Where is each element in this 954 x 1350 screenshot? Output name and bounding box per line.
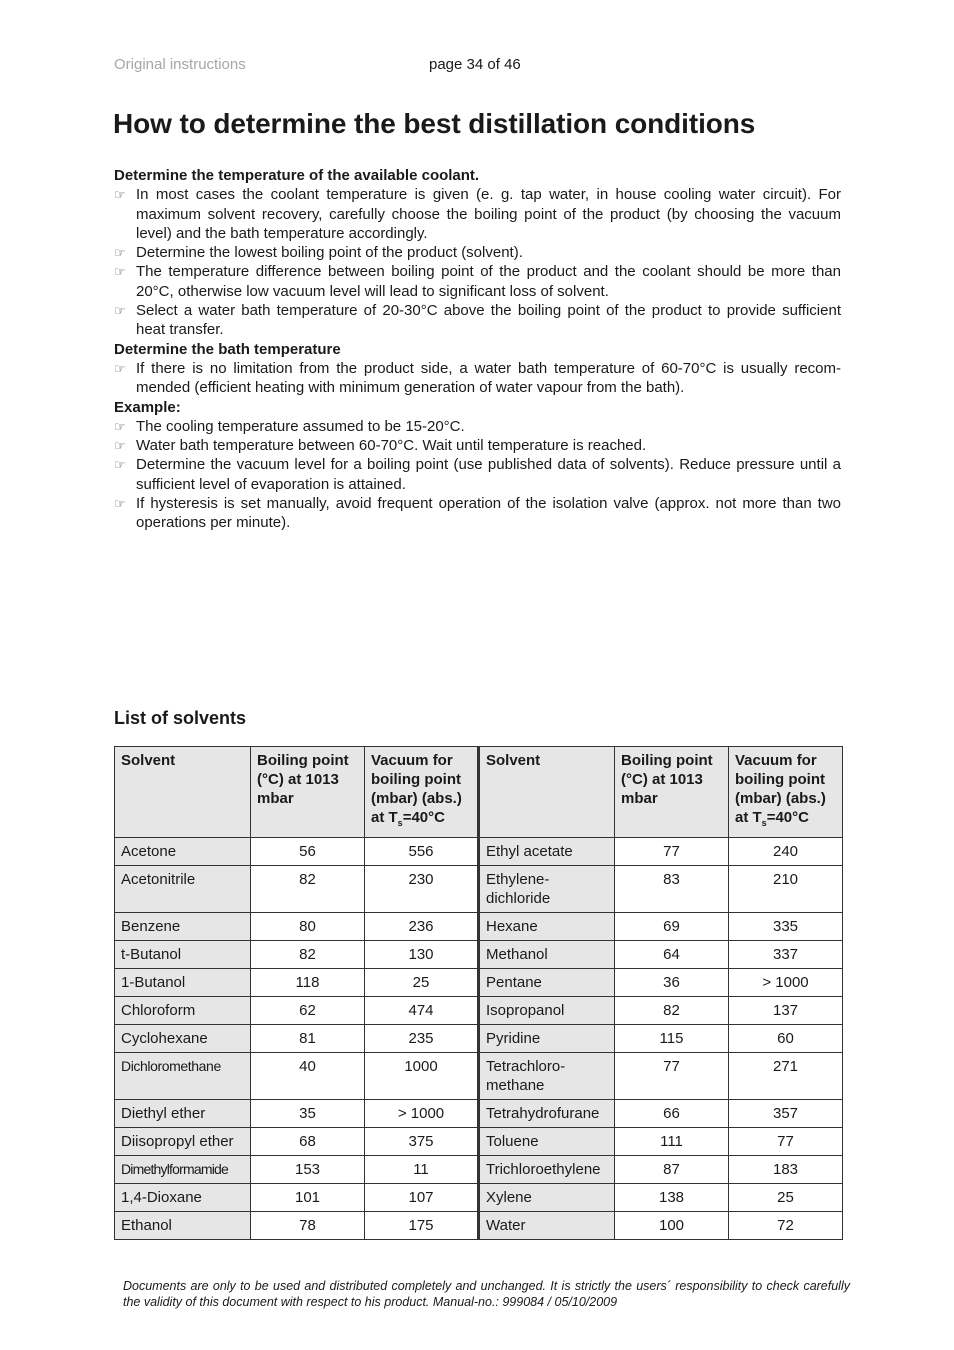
boiling-point-cell: 77: [615, 838, 729, 866]
table-header-row: [115, 747, 843, 838]
vacuum-cell: > 1000: [729, 969, 843, 997]
solvent-name-cell: Diisopropyl ether: [115, 1128, 251, 1156]
list-item: ☞ If hysteresis is set manually, avoid frequent operation of the isolation valve (approx. not more than two operations per minute).: [114, 495, 841, 532]
solvent-name-cell: Ethyl acetate: [479, 838, 615, 866]
pointing-hand-icon: ☞: [114, 496, 126, 512]
boiling-point-cell: 82: [615, 997, 729, 1025]
pointing-hand-icon: ☞: [114, 187, 126, 203]
list-item: ☞ In most cases the coolant temperature is given (e. g. tap water, in house cooling water circuit). For maximum solvent recovery, carefully choose the boiling point of the product (by choosing the vacuum level) and the bath temperature accordingly.: [114, 186, 841, 242]
solvent-name-cell: Acetonitrile: [115, 866, 251, 913]
column-header-solvent: Solvent: [115, 747, 251, 838]
vacuum-cell: 137: [729, 997, 843, 1025]
page-number: page 34 of 46: [429, 56, 521, 73]
solvent-name-cell: Toluene: [479, 1128, 615, 1156]
boiling-point-cell: 78: [251, 1212, 365, 1240]
column-header-boiling-point: Boiling point (°C) at 1013 mbar: [615, 747, 729, 838]
header-document-type: Original instructions: [114, 56, 246, 73]
table-row: [115, 1100, 843, 1128]
solvent-list-title: List of solvents: [114, 708, 247, 728]
list-item: ☞ The cooling temperature assumed to be 15-20°C.: [114, 417, 465, 435]
solvent-name-cell: Chloroform: [115, 997, 251, 1025]
solvent-table: [114, 746, 843, 1240]
solvent-name-cell: Tetrahydrofurane: [479, 1100, 615, 1128]
vacuum-cell: 183: [729, 1156, 843, 1184]
list-item: ☞ Determine the lowest boiling point of the product (solvent).: [114, 244, 523, 262]
vacuum-cell: 60: [729, 1025, 843, 1053]
boiling-point-cell: 87: [615, 1156, 729, 1184]
solvent-name-cell: Water: [479, 1212, 615, 1240]
vacuum-cell: 25: [729, 1184, 843, 1212]
vacuum-cell: 235: [365, 1025, 479, 1053]
column-header-vacuum: Vacuum for boiling point (mbar) (abs.) at $T_s=40^\circ C$: [729, 747, 843, 838]
vacuum-cell: 357: [729, 1100, 843, 1128]
boiling-point-cell: 68: [251, 1128, 365, 1156]
boiling-point-cell: 100: [615, 1212, 729, 1240]
solvent-name-cell: Diethyl ether: [115, 1100, 251, 1128]
vacuum-cell: 72: [729, 1212, 843, 1240]
vacuum-cell: 77: [729, 1128, 843, 1156]
table-row: [115, 969, 843, 997]
boiling-point-cell: 69: [615, 913, 729, 941]
vacuum-cell: 130: [365, 941, 479, 969]
boiling-point-cell: 81: [251, 1025, 365, 1053]
solvent-name-cell: t-Butanol: [115, 941, 251, 969]
boiling-point-cell: 82: [251, 866, 365, 913]
section-heading-example: Example:: [114, 398, 181, 416]
solvent-name-cell: Isopropanol: [479, 997, 615, 1025]
solvent-name-cell: Dichloromethane: [115, 1053, 251, 1100]
boiling-point-cell: 62: [251, 997, 365, 1025]
solvent-name-cell: Tetrachloro-methane: [479, 1053, 615, 1100]
vacuum-cell: 335: [729, 913, 843, 941]
list-item: ☞ Select a water bath temperature of 20-30°C above the boiling point of the product to provide sufficient heat transfer.: [114, 302, 841, 339]
boiling-point-cell: 111: [615, 1128, 729, 1156]
vacuum-cell: 236: [365, 913, 479, 941]
table-row: [115, 941, 843, 969]
boiling-point-cell: 83: [615, 866, 729, 913]
table-row: [115, 838, 843, 866]
vacuum-cell: 375: [365, 1128, 479, 1156]
vacuum-cell: 556: [365, 838, 479, 866]
solvent-name-cell: Dimethylformamide: [115, 1156, 251, 1184]
instructions-body: [114, 166, 841, 533]
pointing-hand-icon: ☞: [114, 303, 126, 319]
section-heading-bath: Determine the bath temperature: [114, 340, 341, 358]
solvent-name-cell: Trichloroethylene: [479, 1156, 615, 1184]
vacuum-cell: 271: [729, 1053, 843, 1100]
pointing-hand-icon: ☞: [114, 457, 126, 473]
list-item: ☞ The temperature difference between boiling point of the product and the coolant should be more than 20°C, otherwise low vacuum level will lead to significant loss of solvent.: [114, 263, 841, 300]
pointing-hand-icon: ☞: [114, 418, 126, 434]
vacuum-cell: 107: [365, 1184, 479, 1212]
solvent-name-cell: Acetone: [115, 838, 251, 866]
table-row: [115, 913, 843, 941]
boiling-point-cell: 40: [251, 1053, 365, 1100]
vacuum-cell: 1000: [365, 1053, 479, 1100]
list-item: ☞ Determine the vacuum level for a boiling point (use published data of solvents). Reduce pressure until a sufficient level of evaporation is attained.: [114, 456, 841, 493]
boiling-point-cell: 56: [251, 838, 365, 866]
boiling-point-cell: 77: [615, 1053, 729, 1100]
boiling-point-cell: 80: [251, 913, 365, 941]
boiling-point-cell: 101: [251, 1184, 365, 1212]
solvent-name-cell: Ethylene-dichloride: [479, 866, 615, 913]
boiling-point-cell: 115: [615, 1025, 729, 1053]
vacuum-cell: 210: [729, 866, 843, 913]
solvent-name-cell: Hexane: [479, 913, 615, 941]
table-row: [115, 1212, 843, 1240]
boiling-point-cell: 66: [615, 1100, 729, 1128]
vacuum-cell: 337: [729, 941, 843, 969]
pointing-hand-icon: ☞: [114, 438, 126, 454]
boiling-point-cell: 118: [251, 969, 365, 997]
solvent-name-cell: 1-Butanol: [115, 969, 251, 997]
table-row: [115, 997, 843, 1025]
vacuum-cell: 230: [365, 866, 479, 913]
section-heading-coolant: Determine the temperature of the available coolant.: [114, 167, 480, 184]
page-title: How to determine the best distillation conditions: [113, 108, 756, 139]
table-row: [115, 1053, 843, 1100]
vacuum-cell: > 1000: [365, 1100, 479, 1128]
vacuum-cell: 240: [729, 838, 843, 866]
solvent-name-cell: Ethanol: [115, 1212, 251, 1240]
boiling-point-cell: 138: [615, 1184, 729, 1212]
solvent-name-cell: Xylene: [479, 1184, 615, 1212]
column-header-solvent: Solvent: [479, 747, 615, 838]
table-row: [115, 866, 843, 913]
boiling-point-cell: 36: [615, 969, 729, 997]
table-row: [115, 1025, 843, 1053]
pointing-hand-icon: ☞: [114, 360, 126, 376]
solvent-name-cell: Benzene: [115, 913, 251, 941]
table-row: [115, 1128, 843, 1156]
boiling-point-cell: 64: [615, 941, 729, 969]
pointing-hand-icon: ☞: [114, 264, 126, 280]
vacuum-cell: 11: [365, 1156, 479, 1184]
list-item: ☞ If there is no limitation from the product side, a water bath temperature of 60-70°C is usually recom-mended (efficient heating with minimum generation of water vapour from the bath).: [114, 359, 841, 397]
table-row: [115, 1184, 843, 1212]
boiling-point-cell: 82: [251, 941, 365, 969]
column-header-boiling-point: Boiling point (°C) at 1013 mbar: [251, 747, 365, 838]
column-header-vacuum: Vacuum for boiling point (mbar) (abs.) at $T_s=40^\circ C$: [365, 747, 479, 838]
solvent-name-cell: Methanol: [479, 941, 615, 969]
table-row: [115, 1156, 843, 1184]
solvent-name-cell: Cyclohexane: [115, 1025, 251, 1053]
list-item: ☞ Water bath temperature between 60-70°C. Wait until temperature is reached.: [114, 437, 647, 455]
vacuum-cell: 25: [365, 969, 479, 997]
vacuum-cell: 175: [365, 1212, 479, 1240]
boiling-point-cell: 153: [251, 1156, 365, 1184]
solvent-name-cell: 1,4-Dioxane: [115, 1184, 251, 1212]
boiling-point-cell: 35: [251, 1100, 365, 1128]
solvent-name-cell: Pentane: [479, 969, 615, 997]
pointing-hand-icon: ☞: [114, 245, 126, 261]
vacuum-cell: 474: [365, 997, 479, 1025]
solvent-name-cell: Pyridine: [479, 1025, 615, 1053]
footer-disclaimer: Documents are only to be used and distributed completely and unchanged. It is strictly the users´ responsibility to check carefully the validity of this document with respect to his product. Manual-no.: 999084 / 05/10/2009: [123, 1279, 850, 1309]
